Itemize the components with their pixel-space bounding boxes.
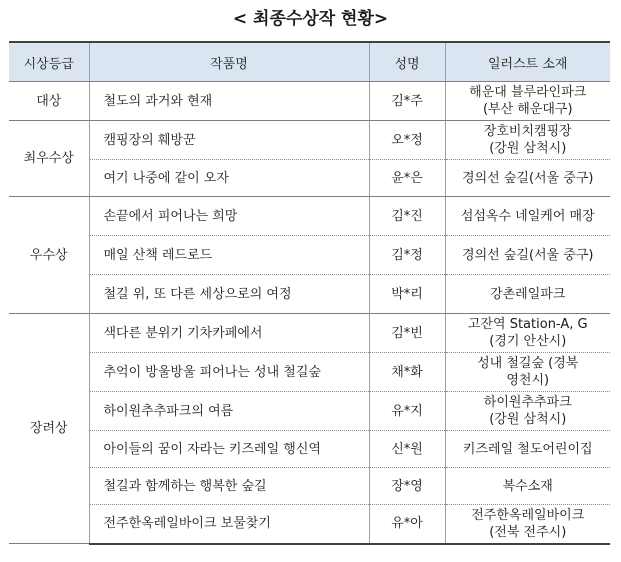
location-line: 고잔역 Station-A, G [467, 317, 588, 332]
awards-table [9, 41, 610, 545]
table-row [9, 431, 610, 468]
header-work: 작품명 [89, 42, 369, 82]
grade-cell: 최우수상 [9, 121, 89, 197]
table-row [9, 468, 610, 505]
location-line: 강촌레일파크 [490, 286, 566, 302]
author-name-cell: 오*정 [369, 121, 445, 160]
grade-cell: 장려상 [9, 314, 89, 544]
illustration-location-cell [445, 353, 610, 392]
work-title-cell: 철길 위, 또 다른 세상으로의 여정 [89, 275, 369, 314]
header-name: 성명 [369, 42, 445, 82]
table-row [9, 275, 610, 314]
grade-cell: 대상 [9, 82, 89, 121]
table-row [9, 82, 610, 121]
table-row [9, 505, 610, 544]
location-line: 하이원추추파크 [483, 395, 572, 410]
work-title-cell: 아이들의 꿈이 자라는 키즈레일 행신역 [89, 431, 369, 468]
work-title-cell: 매일 산책 레드로드 [89, 236, 369, 275]
location-line: (전북 전주시) [489, 524, 567, 540]
author-name-cell: 김*빈 [369, 314, 445, 353]
illustration-location-cell [445, 197, 610, 236]
author-name-cell: 신*원 [369, 431, 445, 468]
work-title-cell: 하이원추추파크의 여름 [89, 392, 369, 431]
header-grade: 시상등급 [9, 42, 89, 82]
table-row [9, 353, 610, 392]
illustration-location-cell [445, 314, 610, 353]
work-title-cell: 캠핑장의 훼방꾼 [89, 121, 369, 160]
location-line: 성내 철길숲 (경북 [477, 356, 579, 371]
illustration-location-cell [445, 121, 610, 160]
illustration-location-cell [445, 82, 610, 121]
work-title-cell: 색다른 분위기 기차카페에서 [89, 314, 369, 353]
location-line: (부산 해운대구) [482, 102, 573, 117]
work-title-cell: 여기 나중에 같이 오자 [89, 160, 369, 197]
location-line: (강원 삼척시) [489, 141, 567, 156]
table-row [9, 236, 610, 275]
work-title-cell: 손끝에서 피어나는 희망 [89, 197, 369, 236]
author-name-cell: 김*정 [369, 236, 445, 275]
location-line: 키즈레일 철도어린이집 [462, 441, 593, 457]
author-name-cell: 채*화 [369, 353, 445, 392]
location-line: 전주한옥레일바이크 [471, 507, 585, 523]
author-name-cell: 김*주 [369, 82, 445, 121]
location-line: 경의선 숲길(서울 중구) [462, 247, 594, 263]
location-line: (경기 안산시) [489, 334, 567, 349]
location-line: 섬섬옥수 네일케어 매장 [460, 208, 595, 224]
table-row [9, 392, 610, 431]
author-name-cell: 윤*은 [369, 160, 445, 197]
location-line: 해운대 블루라인파크 [469, 85, 587, 100]
illustration-location-cell [445, 392, 610, 431]
illustration-location-cell [445, 431, 610, 468]
work-title-cell: 철도의 과거와 현재 [89, 82, 369, 121]
work-title-cell: 철길과 함께하는 행복한 숲길 [89, 468, 369, 505]
author-name-cell: 박*리 [369, 275, 445, 314]
table-body [9, 82, 610, 544]
author-name-cell: 유*지 [369, 392, 445, 431]
table-row [9, 160, 610, 197]
author-name-cell: 장*영 [369, 468, 445, 505]
header-location: 일러스트 소재 [445, 42, 610, 82]
illustration-location-cell [445, 160, 610, 197]
illustration-location-cell [445, 468, 610, 505]
location-line: 영천시) [506, 373, 550, 388]
location-line: 복수소재 [502, 478, 553, 494]
table-row [9, 314, 610, 353]
location-line: 장호비치캠핑장 [483, 124, 572, 139]
table-row [9, 121, 610, 160]
illustration-location-cell [445, 236, 610, 275]
grade-cell: 우수상 [9, 197, 89, 314]
author-name-cell: 유*아 [369, 505, 445, 544]
author-name-cell: 김*진 [369, 197, 445, 236]
illustration-location-cell [445, 505, 610, 544]
location-line: (강원 삼척시) [489, 412, 567, 427]
page-title: < 최종수상작 현황> [232, 9, 389, 29]
table-row [9, 197, 610, 236]
location-line: 경의선 숲길(서울 중구) [462, 170, 594, 186]
work-title-cell: 전주한옥레일바이크 보물찾기 [89, 505, 369, 544]
illustration-location-cell [445, 275, 610, 314]
work-title-cell: 추억이 방울방울 피어나는 성내 철길숲 [89, 353, 369, 392]
table-header-row [9, 42, 610, 82]
